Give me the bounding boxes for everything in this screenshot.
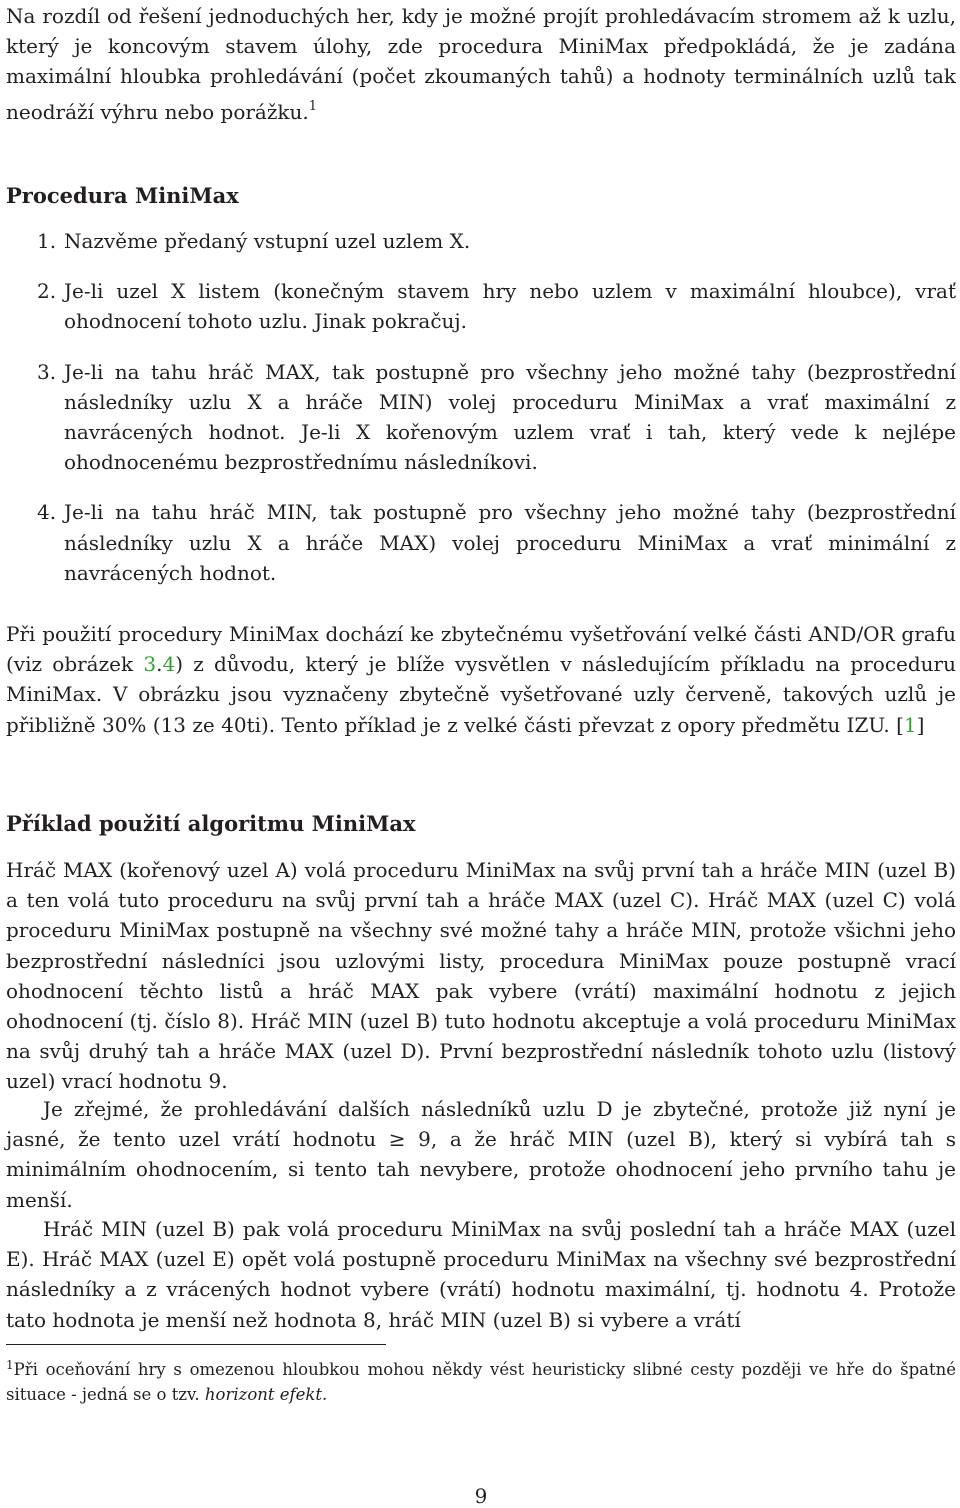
step-number: 3. [37,359,57,384]
procedure-steps [6,226,956,608]
figure-ref-chapter: 3 [143,652,157,677]
citation-bracket: ] [916,712,925,737]
step-number: 4. [37,500,57,525]
example-paragraph: Je zřejmé, že prohledávání dalších následníků uzlu D je zbytečné, protože již nyní je jasné, že tento uzel vrátí hodnotu ≥ 9, a že hráč MIN (uzel B), který si vybírá tah s minimálním ohodnocením, si tento tah nevybere, protože ohodnocení jeho prvního tahu je menší. [6,1097,956,1212]
footnote-text: Při oceňování hry s omezenou hloubkou mohou někdy vést heuristicky slibné cesty později ve hře do špatné situace - jedná se o tzv. [6,1360,956,1404]
figure-ref-link[interactable] [162,652,175,676]
procedure-step [6,276,956,336]
example-paragraph: Hráč MAX (kořenový uzel A) volá proceduru MiniMax na svůj první tah a hráče MIN (uzel B) a ten volá tuto proceduru na svůj první tah a hráče MAX (uzel C). Hráč MAX (uzel C) volá proceduru MiniMax postupně na všechny své možné tahy a hráče MIN, protože všichni jeho bezprostřední následníci jsou uzlovými listy, procedura MiniMax pouze postupně vrací ohodnocení těchto listů a hráč MAX pak vybere (vrátí) maximální hodnotu z jejich ohodnocení (tj. číslo 8). Hráč MIN (uzel B) tuto hodnotu akceptuje a volá proceduru MiniMax na svůj druhý tah a hráče MAX (uzel D). První bezprostřední následník tohoto uzlu (listový uzel) vrací hodnotu 9. [6,858,956,1094]
step-text: Je-li na tahu hráč MAX, tak postupně pro všechny jeho možné tahy (bezprostřední následníky uzlu X a hráče MIN) volej proceduru MiniMax a vrať maximální z navrácených hodnot. Je-li X kořenovým uzlem vrať i tah, který vede k nejlépe ohodnocenému bezprostřednímu následníkovi. [64,359,956,475]
step-text: Je-li na tahu hráč MIN, tak postupně pro všechny jeho možné tahy (bezprostřední následníky uzlu X a hráče MAX) volej proceduru MiniMax a vrať minimální z navrácených hodnot. [64,500,956,585]
intro-text: Na rozdíl od řešení jednoduchých her, kdy je možné projít prohledávacím stromem až k uzlu, který je koncovým stavem úlohy, zde procedura MiniMax předpokládá, že je zadána maximální hloubka prohledávání (počet zkoumaných tahů) a hodnoty terminálních uzlů tak neodráží výhru nebo porážku. [6,4,956,124]
footnote-term: horizont efekt. [204,1384,328,1404]
procedure-step [6,357,956,478]
figure-ref-link[interactable] [143,652,156,676]
page-number: 9 [474,1484,488,1508]
procedure-step [6,497,956,588]
example-heading: Příklad použití algoritmu MiniMax [6,811,416,836]
step-number: 1. [37,229,57,253]
intro-paragraph [6,1,956,127]
step-text: Nazvěme předaný vstupní uzel uzlem X. [64,229,471,253]
footnote-number: 1 [6,1358,14,1372]
step-number: 2. [37,279,57,304]
procedure-heading: Procedura MiniMax [6,183,239,208]
example-paragraph: Hráč MIN (uzel B) pak volá proceduru MiniMax na svůj poslední tah a hráče MAX (uzel E). Hráč MAX (uzel E) opět volá postupně proceduru MiniMax na všechny své bezprostřední následníky a z vrácených hodnot vybere (vrátí) hodnotu maximální, tj. hodnotu 4. Protože tato hodnota je menší než hodnota 8, hráč MIN (uzel B) si vybere a vrátí [6,1217,956,1332]
procedure-step [6,226,956,256]
andor-paragraph [6,619,956,740]
figure-ref-number: 4 [162,652,176,677]
citation-bracket: [ [896,712,904,737]
step-text: Je-li uzel X listem (konečným stavem hry nebo uzlem v maximální hloubce), vrať ohodnocení tohoto uzlu. Jinak pokračuj. [64,279,956,334]
citation-link[interactable]: 1 [903,712,917,737]
andor-text: Při použití procedury MiniMax dochází ke zbytečnému vyšetřování velké části AND/OR grafu (viz obrázek [6,622,956,677]
andor-text: ) z důvodu, který je blíže vysvětlen v následujícím příkladu na proceduru MiniMax. V obrázku jsou vyznačeny zbytečně vyšetřované uzly červeně, takových uzlů je přibližně 30% (13 ze 40ti). Tento příklad je z velké části převzat z opory předmětu IZU. [6,652,956,737]
figure-ref-dot: . [156,652,163,677]
footnote [6,1353,956,1407]
footnote-mark[interactable]: 1 [308,98,318,114]
footnote-rule [6,1344,386,1345]
